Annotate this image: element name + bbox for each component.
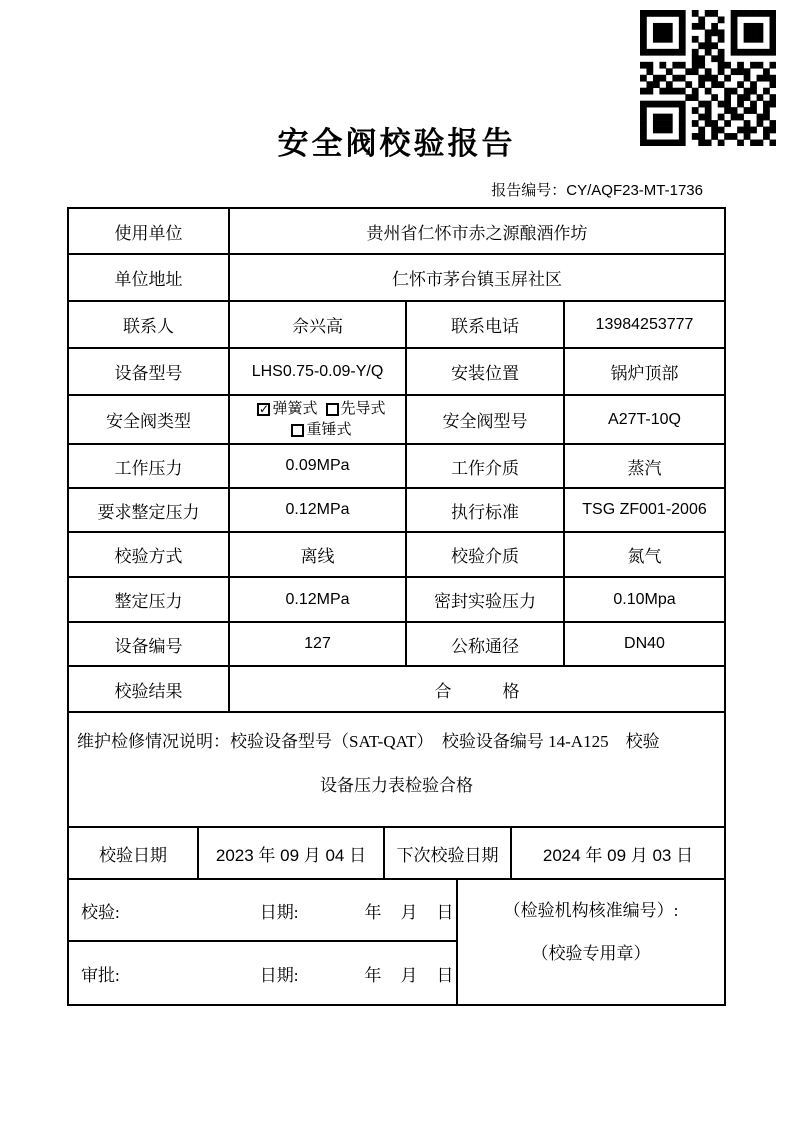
checkbox-spring-checked-icon: ✓	[258, 402, 270, 416]
value-valve-model: A27T-10Q	[565, 396, 724, 445]
stamp-approval-number-label: （检验机构核准编号）:	[503, 901, 679, 920]
row-calibration-date	[69, 828, 724, 880]
checkbox-pilot-icon	[326, 403, 339, 416]
value-working-pressure: 0.09MPa	[230, 445, 407, 489]
label-calibration-method: 校验方式	[69, 533, 230, 578]
label-calibration-date: 校验日期	[69, 828, 199, 880]
value-unit-address: 仁怀市茅台镇玉屏社区	[230, 255, 724, 302]
label-equipment-number: 设备编号	[69, 623, 230, 667]
value-install-position: 锅炉顶部	[565, 349, 724, 396]
option-spring-label: 弹簧式	[272, 400, 318, 417]
row-equipment-model	[69, 349, 724, 396]
approver-ymd-label: 年 月 日	[364, 965, 455, 985]
row-unit-address	[69, 255, 724, 302]
value-set-pressure: 0.12MPa	[230, 578, 407, 623]
value-calibration-medium: 氮气	[565, 533, 724, 578]
label-seal-test-pressure: 密封实验压力	[407, 578, 565, 623]
maintenance-remark	[69, 713, 724, 828]
approver-sign-label: 审批:	[81, 965, 120, 985]
value-nominal-diameter: DN40	[565, 623, 724, 667]
maintenance-remark-line2: 设备压力表检验合格	[320, 776, 473, 795]
report-number-value: CY/AQF23-MT-1736	[566, 182, 703, 199]
row-maintenance-remark	[69, 713, 724, 828]
row-calibration-method	[69, 533, 724, 578]
option-pilot-label: 先导式	[340, 400, 386, 417]
row-contact	[69, 302, 724, 349]
signature-column	[69, 880, 458, 1004]
row-approver-signature	[69, 942, 456, 1004]
label-calibration-medium: 校验介质	[407, 533, 565, 578]
calibrator-sign-label: 校验:	[81, 902, 120, 922]
row-result	[69, 667, 724, 713]
option-weight-label: 重锤式	[306, 421, 352, 438]
value-calibration-method: 离线	[230, 533, 407, 578]
label-result: 校验结果	[69, 667, 230, 713]
label-nominal-diameter: 公称通径	[407, 623, 565, 667]
report-number	[0, 179, 793, 200]
row-valve-type	[69, 396, 724, 445]
page-title: 安全阀校验报告	[277, 126, 516, 161]
value-contact-phone: 13984253777	[565, 302, 724, 349]
value-standard: TSG ZF001-2006	[565, 489, 724, 533]
label-contact-phone: 联系电话	[407, 302, 565, 349]
label-standard: 执行标准	[407, 489, 565, 533]
label-working-medium: 工作介质	[407, 445, 565, 489]
row-working-pressure	[69, 445, 724, 489]
valve-type-line2	[283, 420, 351, 441]
stamp-cell	[458, 880, 724, 1004]
label-equipment-model: 设备型号	[69, 349, 230, 396]
label-next-calibration-date: 下次校验日期	[385, 828, 512, 880]
label-valve-type: 安全阀类型	[69, 396, 230, 445]
row-required-set-pressure	[69, 489, 724, 533]
label-unit-address: 单位地址	[69, 255, 230, 302]
approver-date-label: 日期:	[259, 965, 299, 985]
row-calibrator-signature	[69, 880, 456, 942]
stamp-special-seal-label: （校验专用章）	[531, 944, 651, 963]
valve-type-options	[230, 396, 407, 445]
checkbox-weight-icon	[291, 424, 304, 437]
label-install-position: 安装位置	[407, 349, 565, 396]
label-valve-model: 安全阀型号	[407, 396, 565, 445]
value-user-unit: 贵州省仁怀市赤之源酿酒作坊	[230, 209, 724, 255]
report-table	[67, 207, 726, 1006]
value-seal-test-pressure: 0.10Mpa	[565, 578, 724, 623]
value-equipment-model: LHS0.75-0.09-Y/Q	[230, 349, 407, 396]
value-contact-person: 佘兴高	[230, 302, 407, 349]
calibrator-ymd-label: 年 月 日	[364, 902, 455, 922]
value-result: 合 格	[230, 667, 724, 713]
maintenance-remark-line1: 维护检修情况说明：校验设备型号（SAT-QAT） 校验设备编号 14-A125 校验	[77, 732, 660, 751]
value-calibration-date: 2023 年 09 月 04 日	[199, 828, 385, 880]
label-set-pressure: 整定压力	[69, 578, 230, 623]
label-user-unit: 使用单位	[69, 209, 230, 255]
valve-type-line1	[249, 399, 385, 420]
label-required-set-pressure: 要求整定压力	[69, 489, 230, 533]
row-user-unit	[69, 209, 724, 255]
value-required-set-pressure: 0.12MPa	[230, 489, 407, 533]
row-set-pressure	[69, 578, 724, 623]
value-next-calibration-date: 2024 年 09 月 03 日	[512, 828, 724, 880]
label-contact-person: 联系人	[69, 302, 230, 349]
row-equipment-number	[69, 623, 724, 667]
signature-block	[69, 880, 724, 1004]
label-working-pressure: 工作压力	[69, 445, 230, 489]
value-equipment-number: 127	[230, 623, 407, 667]
value-working-medium: 蒸汽	[565, 445, 724, 489]
report-number-label: 报告编号：	[491, 183, 567, 199]
calibrator-date-label: 日期:	[259, 902, 299, 922]
